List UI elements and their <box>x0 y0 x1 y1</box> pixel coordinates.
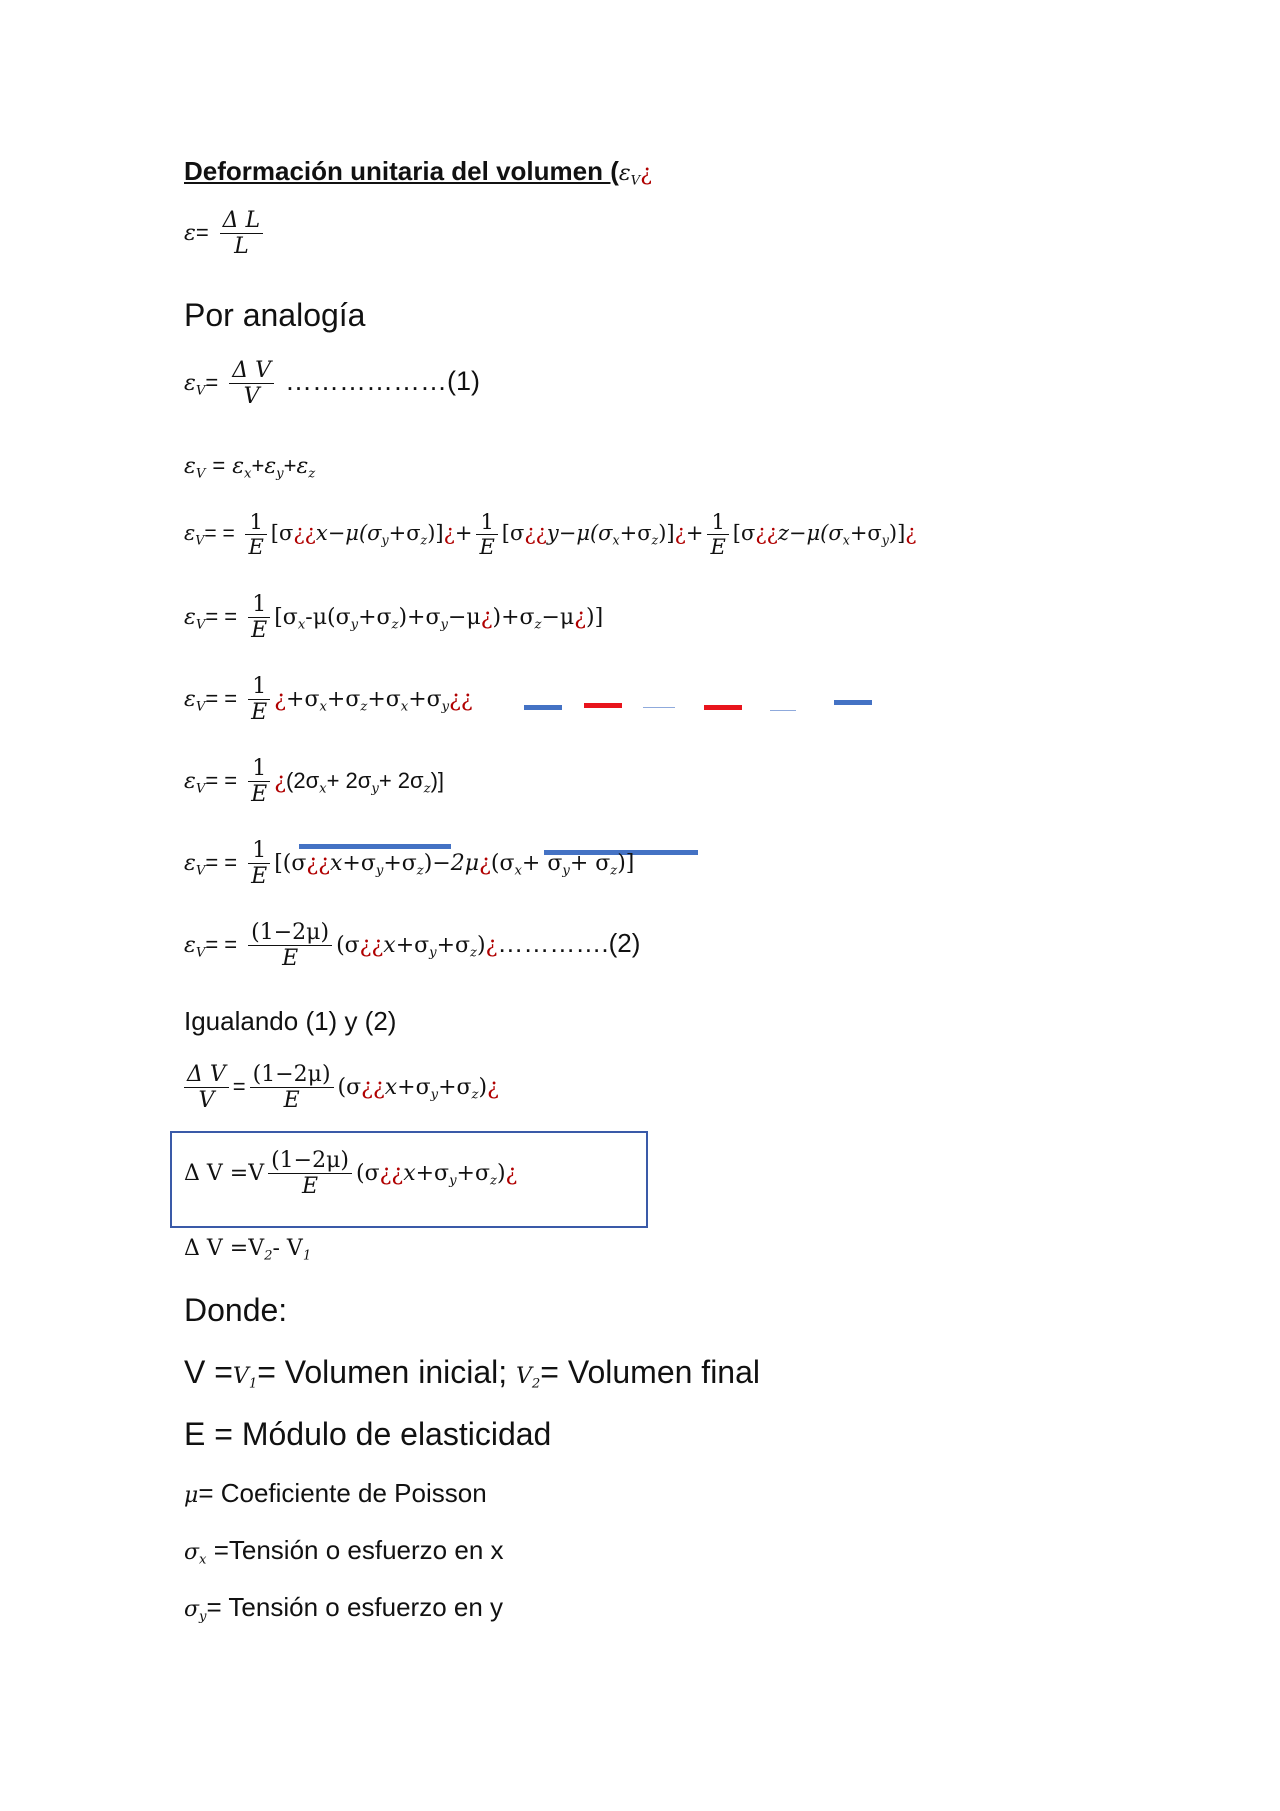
hooke-expansion-equation: $\varepsilon_V=$ = $\frac{1}{E}$ $[\sigma¿¿x-\mu(\sigma_y+\sigma_z)]¿+$ $\frac{1}{E}$ $[\sigma¿¿y-\mu(\sigma_x+\sigma_z)]¿+$ $\frac{1}{E}$ $[\sigma¿¿z-\mu(\sigma_x+\sigma_y)]¿$ <box>184 510 917 560</box>
definition-sigma-x: $\sigma_x$ =Tensión o esfuerzo en x <box>184 1535 504 1568</box>
definition-poisson: μ= Coeficiente de Poisson <box>184 1478 487 1508</box>
heading-text: Deformación unitaria del volumen ( <box>184 156 619 186</box>
volumetric-sum-equation: $\varepsilon_V = \varepsilon_x+\varepsilon_y+\varepsilon_z$ <box>184 453 316 482</box>
blue-dash-marker <box>834 700 872 705</box>
volume-difference-equation: Δ $V =V_2-$ $V_1$ <box>184 1236 312 1264</box>
definition-sigma-y: $\sigma_y=$ Tensión o esfuerzo en y <box>184 1592 504 1625</box>
donde-label: Donde: <box>184 1292 288 1328</box>
red-dash-marker <box>584 703 622 708</box>
page-heading: Deformación unitaria del volumen ($\varepsilon_V¿$ <box>184 156 652 189</box>
summed-sigma-equation: $\varepsilon_V=$ = $\frac{1}{E}$ ¿$+\sigma_x+\sigma_z+\sigma_x+\sigma_y¿¿$ <box>184 674 473 726</box>
boxed-result-equation: Δ V =V $\frac{(1-2\mu)}{E}$ $(\sigma¿¿x+\sigma_y+\sigma_z)¿$ <box>184 1148 518 1200</box>
definition-volume: $V =V_1=$ Volumen inicial; $V_2=$ Volumen final <box>184 1354 760 1392</box>
strain-formula: ε= $\frac{\text{Δ L}}{L}$ <box>184 208 267 260</box>
igualando-text: Igualando (1) y (2) <box>184 1006 397 1036</box>
por-analogia-text: Por analogía <box>184 297 366 333</box>
doubled-sigma-equation: $\varepsilon_V=$ = $\frac{1}{E}$ ¿$(2\sigma_x+ 2\sigma_y+ 2\sigma_z)$] <box>184 756 445 808</box>
equated-relation: $\frac{\text{Δ V}}{V}$ = $\frac{(1-2\mu)}{E}$ $(\sigma¿¿x+\sigma_y+\sigma_z)¿$ <box>184 1062 499 1114</box>
equation-1: $\varepsilon_V=$ $\frac{\text{Δ V}}{V}$ ………………(1) <box>184 358 480 410</box>
grouped-equation: $\varepsilon_V=$ = $\frac{1}{E}$ $[\sigma_x-\mu(\sigma_y+\sigma_z)+\sigma_y-\mu¿)+\sigma_z-\mu¿$)] <box>184 592 604 644</box>
blue-dash-marker <box>524 705 562 710</box>
thin-blue-dash-marker <box>770 710 796 711</box>
thin-blue-dash-marker <box>643 707 675 708</box>
equation-2: $\varepsilon_V=$ = $\frac{(1-2\mu)}{E}$ $(\sigma¿¿x+\sigma_y+\sigma_z)¿\dots\dots\dots\dots.(2)$ <box>184 920 641 972</box>
factored-equation: $\varepsilon_V=$ = $\frac{1}{E}$ $[(\sigma¿¿x+\sigma_y+\sigma_z)-2\mu¿(\sigma_x+ \sigma_y+ \sigma_z)]$ <box>184 838 635 890</box>
definition-elasticity: E = Módulo de elasticidad <box>184 1416 552 1452</box>
heading-symbol: $\varepsilon_V$ <box>618 161 641 189</box>
red-dash-marker <box>704 705 742 710</box>
